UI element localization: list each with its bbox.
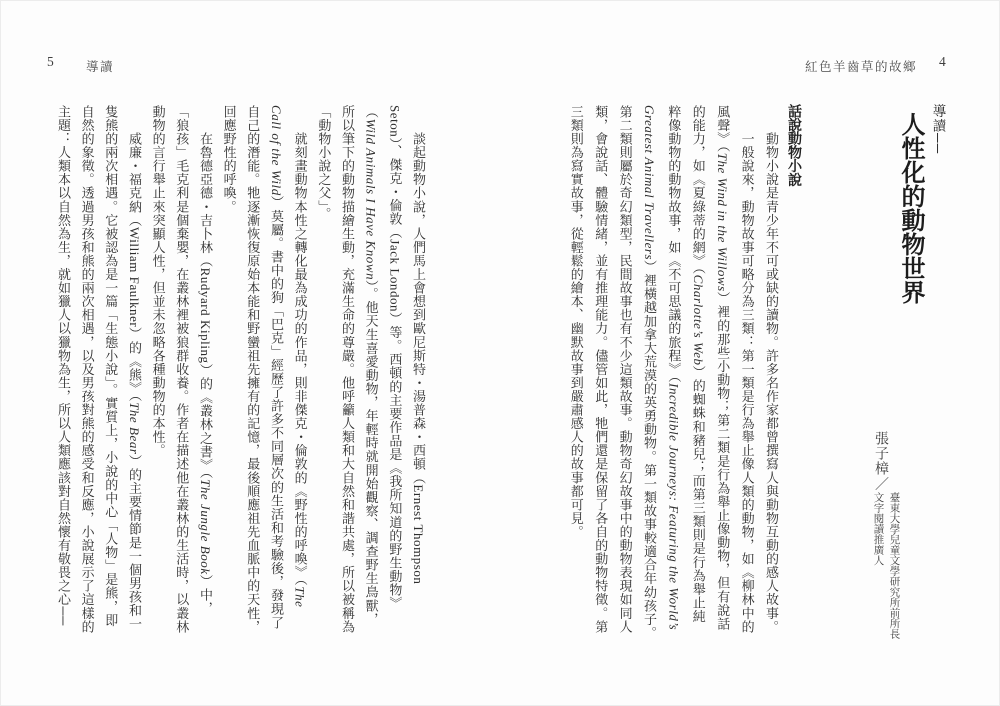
text-column: 威廉・福克納（William Faulkner）的《熊》（The Bear）的主要情節是一個男孩和一: [126, 105, 142, 631]
text-column: Call of the Wild）莫屬。書中的狗「巴克」經歷了許多不同層次的生活和考驗後，發現了: [268, 105, 284, 630]
text-column: 一般說來，動物故事可略分為三類：第一類是行為舉止像人類的動物，如《柳林中的: [739, 105, 755, 634]
section-heading: 話說動物小說: [786, 104, 801, 187]
text-column: 第二類則屬於奇幻類型，民間故事也有不少這類故事。動物奇幻故事中的動物表現如同人: [617, 105, 633, 634]
chapter-title: 人性化的動物世界: [897, 112, 923, 304]
text-column: Seton）、傑克・倫敦（Jack London）等。西頓的主要作品是《我所知道的野生動物》: [387, 105, 403, 611]
text-column: 主題：人類本以自然為生，就如獵人以獵物為生，所以人類應該對自然懷有敬畏之心──: [55, 105, 71, 626]
text-column: Greatest Animal Travellers）裡橫越加拿大荒漠的英勇動物。第一類故事較適合年幼孩子。: [642, 105, 657, 640]
text-column: 「動物小說之父」。: [316, 105, 332, 221]
text-column: 「狼孩」毛克利是個棄嬰，在叢林裡被狼群收養。作者在描述他在叢林的生活時，以叢林: [174, 105, 190, 634]
text-column: 回應野性的呼喚。: [221, 105, 237, 214]
text-column: 類，會說話、體驗情緒，並有推理能力。儘管如此，牠們還是保留了各自的動物特徵。第: [593, 105, 609, 634]
text-column: 自己的潛能。牠逐漸恢復原始本能和野蠻祖先擁有的記憶，最後順應祖先血脈中的天性，: [245, 105, 261, 634]
author-role-secondary: 文字閱讀推廣人: [872, 492, 884, 566]
text-column: 在魯德亞德・吉卜林（Rudyard Kipling）的《叢林之書》（The Jungle Book）中，: [197, 105, 213, 616]
page-number-right: 4: [939, 54, 946, 69]
running-title-left: 導讀: [86, 60, 115, 74]
text-column: 動物的言行舉止來突顯人性，但並未忽略各種動物的本性。: [150, 105, 166, 458]
text-column: 動物小說是青少年不可或缺的讀物。許多名作家都曾撰寫人與動物互動的感人故事。: [764, 105, 779, 634]
text-column: 就刻畫動物本性之轉化最為成功的作品，則非傑克・倫敦的《野性的呼喚》（The: [292, 105, 308, 608]
text-column: 的能力，如《夏綠蒂的網》（Charlotte’s Web）的蜘蛛和豬兒；而第三類則是行為舉止純: [690, 105, 706, 624]
author-role-primary: 臺東大學兒童文學研究所前所長: [888, 492, 900, 639]
text-column: 粹像動物的動物故事，如《不可思議的旅程》（Incredible Journeys: Featuring the World’s: [666, 105, 682, 631]
text-column: 所以筆下的動物描繪生動，充滿生命的尊嚴。他呼籲人類和大自然和諧共處，所以被稱為: [339, 105, 355, 634]
chapter-kicker: 導讀──: [930, 104, 946, 155]
page-number-left: 5: [47, 54, 54, 69]
text-column: （Wild Animals I Have Known）。他天生喜愛動物，年輕時就開始觀察、調查野生鳥獸，: [363, 105, 379, 626]
running-title-right: 紅色羊齒草的故鄉: [804, 60, 917, 74]
text-column: 風聲》（The Wind in the Willows）裡的那些小動物；第二類是行為舉止像動物，但有說話: [715, 105, 731, 631]
text-column: 三類則為寫實故事，從輕鬆的繪本、幽默故事到嚴肅感人的故事都可見。: [568, 105, 584, 539]
text-column: 隻熊的兩次相遇。它被認為是一篇「生態小說」。實質上，小說的中心「人物」是熊，即: [103, 105, 119, 627]
author-name: 張子樟／: [873, 431, 888, 492]
text-column: 自然的象徵。透過男孩和熊的兩次相遇，以及男孩對熊的感受和反應，小說展示了這樣的: [79, 105, 95, 634]
text-column: 談起動物小說，人們馬上會想到歐尼斯特・湯普森・西頓（Ernest Thompson: [411, 105, 426, 585]
